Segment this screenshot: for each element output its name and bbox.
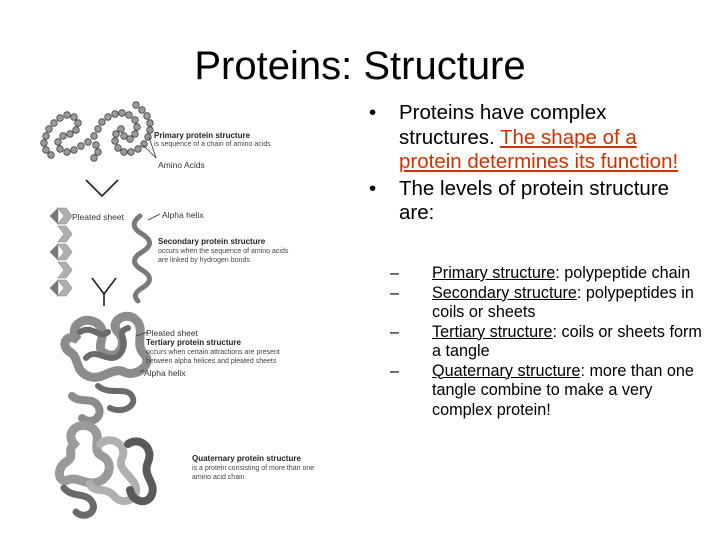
alpha-helix-shape [134,216,149,301]
secondary-structure-desc-2: are linked by hydrogen bonds [158,257,250,264]
tertiary-structure-desc-1: occurs when certain attractions are present [146,349,280,356]
alpha-helix-label-2: Alpha helix [144,368,186,378]
level-desc: : polypeptides in coils or sheets [432,283,694,321]
level-item [388,264,708,284]
level-item [388,323,708,362]
primary-structure-title: Primary protein structure [154,131,251,140]
bullet-text: The levels of protein structure are: [399,176,670,224]
tertiary-tangle-shape [65,316,147,421]
level-desc: : more than one tangle combine to make a very complex protein! [432,361,694,419]
level-term: Primary structure [432,264,556,282]
pleated-sheet-label: Pleated sheet [72,212,124,222]
pleated-sheet-label-2: Pleated sheet [146,328,198,338]
level-term: Secondary structure [432,283,577,302]
level-item [388,284,708,323]
quaternary-structure-desc-2: amino acid chain [192,474,245,481]
quaternary-structure-desc-1: is a protein consisting of more than one [192,465,315,472]
bullet-item [365,101,705,175]
bullet-text: Proteins have complex structures. [399,101,607,149]
level-desc: : polypeptide chain [555,264,691,282]
level-desc: : coils or sheets form a tangle [432,322,702,360]
primary-structure-desc: is sequence of a chain of amino acids [154,141,271,148]
alpha-helix-pointer [148,214,160,220]
dash-icon: – [390,361,400,380]
quaternary-structure-title: Quaternary protein structure [192,454,301,463]
arrow-down-icon [86,180,118,196]
alpha-helix-label: Alpha helix [162,210,204,220]
arrow-down-icon [92,278,116,306]
bullet-dot-icon: • [369,176,377,200]
quaternary-tangle-shape [59,425,152,515]
primary-amino-acid-chain [41,102,154,162]
secondary-structure-desc-1: occurs when the sequence of amino acids [158,248,289,255]
bullet-item [365,177,705,226]
secondary-structure-title: Secondary protein structure [158,237,266,246]
protein-structure-figure [36,96,336,526]
dash-icon: – [390,264,400,282]
structure-levels-list [388,264,708,420]
slide-title: Proteins: Structure [194,44,526,88]
bullet-emphasis-text: The shape of a protein determines its function! [399,125,679,173]
main-bullet-list [365,101,705,228]
pleated-sheet-shape [50,208,72,296]
dash-icon: – [390,283,400,302]
tertiary-structure-desc-2: between alpha helices and pleated sheets [146,358,277,365]
level-term: Tertiary structure [432,322,553,341]
amino-acids-label: Amino Acids [158,160,205,170]
level-term: Quaternary structure [432,361,581,380]
tertiary-structure-title: Tertiary protein structure [146,338,241,347]
bullet-dot-icon: • [369,101,377,124]
level-item [388,362,708,421]
dash-icon: – [390,322,400,341]
